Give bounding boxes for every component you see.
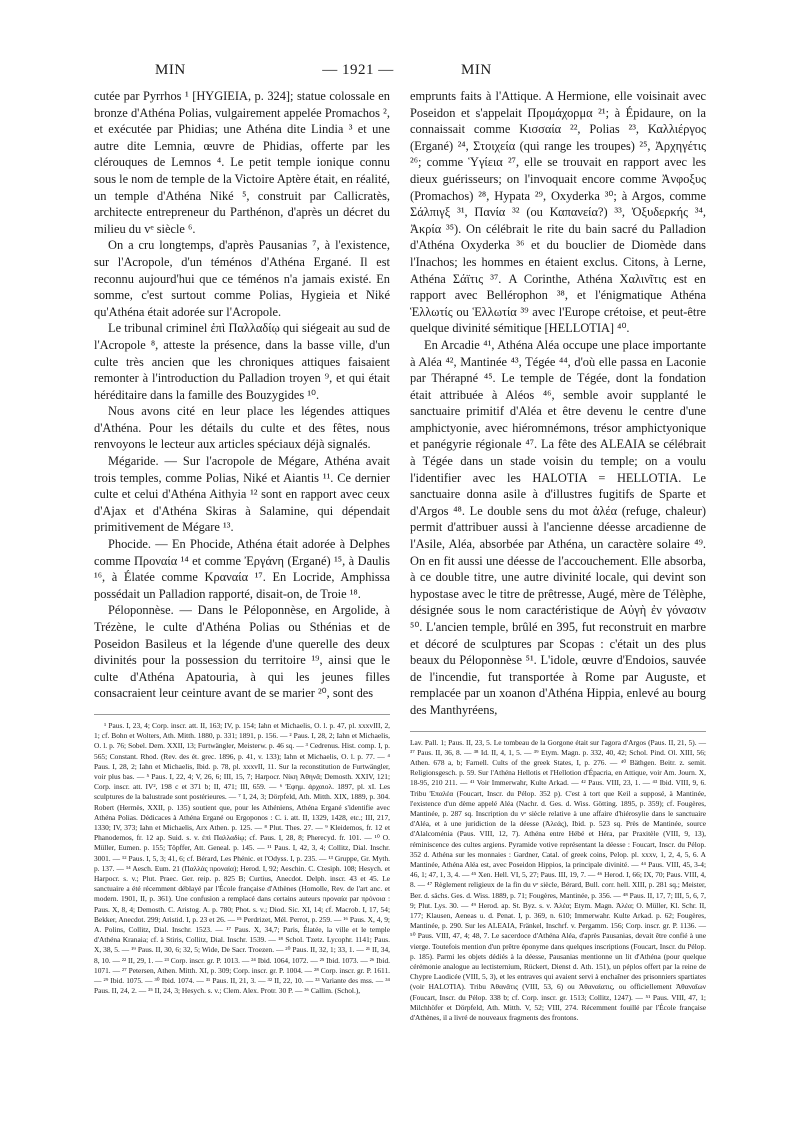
left-body-text	[94, 88, 390, 702]
paragraph-arcadie: En Arcadie ⁴¹, Athéna Aléa occupe une place importante à Aléa ⁴², Mantinée ⁴³, Tégée ⁴⁴, d'où elle passa en Laconie par Thérapné ⁴⁵. Le temple de Tégée, dont la fondation était attribuée à Aléos ⁴⁶, semble avoir supplanté le sanctuaire primitif d'Aléa et être devenu le centre d'une amphictyonie, avec hiéromnémons, trésor amphictyonique et panégyrie régionale ⁴⁷. La fête des ALEAIA se célébrait à Tégée dans un stade voisin du temple; on a voulu l'identifier avec les HALOTIA = HELLOTIA. Le sanctuaire donna asile à d'illustres fugitifs de Sparte et d'Argos ⁴⁸. Le double sens du mot ἀλέα (refuge, chaleur) permit d'attribuer aussi à l'ancienne déesse arcadienne de l'Asile, Aléa, absorbée par Athéna, un caractère solaire ⁴⁹. On en fit aussi une déesse de l'accouchement. Elle absorba, à ce double titre, une autre divinité locale, qui devint son hypostase avec le titre de prêtresse, Augé, mère de Télèphe, désignée sous le nom caractéristique de Αὐγὴ ἐν γόνασιν ⁵⁰. L'ancien temple, brûlé en 395, fut reconstruit en marbre et décoré de sculptures par Scopas : c'était un des plus beaux du Péloponnèse ⁵¹. L'idole, œuvre d'Endoios, sauvée de l'incendie, fut transportée à Rome par Auguste, et remplacée par un xoanon d'Athéna Hippia, enlevé au bourg des Manthyréens,	[410, 337, 706, 717]
paragraph: emprunts faits à l'Attique. A Hermione, elle voisinait avec Poseidon et s'appelait Προμάχορμα ²¹; à Épidaure, on la connaissait comme Κισσαία ²², Polias ²³, Καλλιέργος (Ergané) ²⁴, Στοιχεία (qui range les troupes) ²⁵, Ἀρχηγέτις ²⁶; comme Ὑγίεια ²⁷, elle se trouvait en rapport avec les dieux guérisseurs; on l'invoquait encore comme Ἀνφοξυς (Promachos) ²⁸, Hypata ²⁹, Oxyderka ³⁰; à Argos, comme Σάλπιγξ ³¹, Πανία ³² (ou Καπανεία?) ³³, Ὀξυδερκής ³⁴, Ἀκρία ³⁵). On célébrait le rite du bain sacré du Palladion d'Athéna Oxyderka ³⁶ et du bouclier de Diomède dans l'Inachos; les hommes en étaient exclus. Citons, à Lerne, Athéna Σάϊτις ³⁷. A Corinthe, Athéna Χαλινῖτις est en rapport avec Bellérophon ³⁸, et l'énigmatique Athéna Ἑλλωτίς ou Ἑλλωτία ³⁹ avec l'Europe crétoise, et peut-être quelque divinité sémitique [HELLOTIA] ⁴⁰.	[410, 89, 706, 336]
footnote-divider	[410, 731, 706, 732]
left-footnotes	[94, 721, 390, 996]
footnote-block: ¹ Paus. I, 23, 4; Corp. inscr. att. II, 163; IV, p. 154; Iahn et Michaelis, O. l. p. 47, pl. xxxvIII, 2, 1; cf. Bohn et Wolters, Ath. Mitth. 1880, p. 331; 1891, p. 156. — ² Paus. I, 28, 2; Iahn et Michaelis, O. l. p. 76; Sobel. Dem. XXII, 13; Furtwängler, Meisterw. p. 46 sq. — ³ Cedrenus. Hist. comp. I, p. 565; Constant. Rhod. (Rev. des ét. grec. 1896, p. 41, v. 133); Iahn et Michaelis, O. l. p. 77. — ⁴ Paus. I, 28, 2; Iahn et Michaelis, Ibid. p. 78, pl. xxxvII, 11. Sur la reconstitution de Furtwängler, voir plus bas. — ⁵ Paus. I, 22, 4; V, 26, 6; III, 15, 7; Harpocr. Νίκη Ἀθηνᾶ; Demosth. XXIV, 121; Corp. inscr. att. IV², 198 c et 371 b; II, 471; III, 659. — ⁶ Ἐφημ. ἀρχαιολ. 1897, pl. xI. Les sculptures de la balustrade sont postérieures. — ⁷ I, 24, 3; Dörpfeld, Ath. Mitth. XIX, 1889, p. 304. Robert (Hermès, XXII, p. 135) soutient que, pour les Athéniens, Athéna Ergané s'identifie avec Athéna Polias. Dédicaces à Athéna Ergané ou Ergoponos : C. i. att. II, 1329, 1428, etc.; III, 217, 1330; IV, 373; Iahn et Michaelis, Arx Athen. p. 125. — ⁸ Plut. Thes. 27. — ⁹ Kleidemos, fr. 12 et Phanodemos, fr. 12 ap. Suid. s. v. ἐπὶ Παλλαδίῳ; cf. Paus. I, 28, 8; Pherecyd. fr. 101. — ¹⁰ O. Müller, Eumen. p. 155; Töpffer, Att. Geneal. p. 145. — ¹¹ Paus. I, 42, 3, 4; Collitz, Dial. Inschr. 3001. — ¹² Paus. I, 5, 3; 41, 6; cf. Bérard, Les Phénic. et l'Odyss. I, p. 235. — ¹³ Gruppe, Gr. Myth. p. 137. — ¹⁴ Aesch. Eum. 21 (Παλλὰς προναία); Herod. I, 92; Aeschin. C. Ctesiph. 108; Hesych. et Harpocr. s. v.; Plut. Praec. Ger. reip. p. 825 B; Curtius, Anecdot. Delph. inscr. 43 et 45. Le sanctuaire a été récemment déblayé par l'École française d'Athènes (Homolle, Rev. de l'art anc. et modern. 1901, II, p. 361). Une confusion a remplacé dans certains auteurs προναία par πρόνοια : Paus. X, 8, 4; Demosth. C. Aristog. A. p. 780; Phot. s. v.; Diod. Sic. XI, 14; cf. Macrob. I, 17, 54; Bekker, Anecdot. 299; Aristid. I, p. 23 et 26. — ¹⁵ Perdrizet, Mél. Perrot, p. 259. — ¹⁶ Paus. X, 4, 9; A. Polins, Collitz, Dial. Inschr. 1523. — ¹⁷ Paus. X, 34,7; Paris, Élatée, la ville et le temple d'Athéna Kranaia; cf. à Stiris, Collitz, Dial. Inschr. 1539. — ¹⁸ Schol. Tzetz. Lycophr. 1141; Paus. X, 38, 5. — ¹⁹ Paus. II, 30, 6; 32, 5; Wide, De Sacr. Troezen. — ²⁰ Paus. II, 32, 1; 33, 1. — ²¹ II, 34, 8, 10. — ²² II, 29, 1. — ²³ Corp. inscr. gr. P. 1013. — ²⁴ Ibid. 1064, 1072. — ²⁵ Ibid. 1073. — ²⁶ Ibid. 1071. — ²⁷ Petersen, Athen. Mitth. XI, p. 309; Corp. inscr. gr. P. 1004. — ²⁸ Corp. inscr. gr. P. 1611. — ²⁹ Ibid. 1075. — ³⁰ Ibid. 1074. — ³¹ Paus. II, 21, 3. — ³² II, 22, 10. — ³³ Variante des mss. — ³⁴ Paus. II, 24, 2. — ³⁵ II, 24, 3; Hesych. s. v.; Clem. Alex. Protr. 30 P. — ³⁶ Callim. (Schol.),	[94, 720, 390, 996]
footnote-block: Lav. Pall. 1; Paus. II, 23, 5. Le tombeau de la Gorgone était sur l'agora d'Argos (Paus. II, 21, 5). — ³⁷ Paus. II, 36, 8. — ³⁸ Id. II, 4, 1, 5. — ³⁹ Etym. Magn. p. 332, 40, 42; Schol. Pind. Ol. XIII, 56; Athen. 678 a, b; Farnell. Cults of the greek States, I, p. 276. — ⁴⁰ Bäthgen. Beitr. z. semit. Religionsgesch. p. 59. Sur l'Athéna Hellotis et l'Hellotion d'Épacria, en Attique, voir Am. Journ. X, 18-95, 210 211. — ⁴¹ Voir Immerwahr, Kulte Arkad. — ⁴² Paus. VIII, 23, 1. — ⁴³ Ibid. VIII, 9, 6. Tribu Ἐπαλέα (Foucart, Inscr. du Pélop. 352 p). C'est à tort que Keil a supposé, à Mantinée, l'existence d'un dème appelé Aléa (Nachr. d. Ges. d. Wiss. Götting. 1895, p. 359); cf. Fougères, Mantinée, p. 287 sq. Inscription du vᵉ siècle relative à une affaire d'hiérosylie dans le sanctuaire d'Aléa, et à une juridiction de la déesse (Ἀλεάς), Ibid. p. 523 sq. Près de Mantinée, source d'Alalcoménia (Paus. VIII, 12, 7). Athéna entre Hébé et Héra, par Praxitèle (VIII, 9, 13), réminiscence des cultes argiens. Pyramide votive représentant la déesse : Foucart, Inscr. du Pélop. 352 d. Athéna sur les monnaies : Gardner, Catal. of greek coins, Pelop. pl. xxxv, 1, 2, 4, 5, 6. A Mantinée, Athéna Aléa est, avec Poseidon Hippios, la principale divinité. — ⁴⁴ Paus. VIII, 45, 3-4; 46, 1; 47, 1, 3, 4. — ⁴⁵ Xen. Hell. VI, 5, 27; Paus. III, 19, 7. — ⁴⁶ Herod. I, 66; IX, 70; Paus. VIII, 4, 8. — ⁴⁷ Règlement religieux de la fin du vᵉ siècle, Bérard, Bull. corr. hell. XIII, p. 281 sq.; Meister, Ber. d. sächs. Ges. d. Wiss. 1889, p. 71; Fougères, Mantinée, p. 356. — ⁴⁸ Paus. II, 17, 7; III, 5, 6, 7, 9; Plut. Lys. 30. — ⁴⁹ Herod. ap. St. Byz. s. v. Ἀλέα; Etym. Magn. Ἀλέα; O. Müller, Kl. Schr. II, 177; Klausen, Aeneas u. d. Penat. I, p. 369, n. 610; Immerwahr. Kulte Arkad. p. 62; Fougères, Mantinée, p. 290. Sur les ALEAIA, Fränkel, Inschrf. v. Pergamm. 156; Corp. inscr. gr. P. 1136. — ⁵⁰ Paus. VIII, 47, 4; 48, 7. Le sacerdoce d'Athéna Aléa, d'après Pausanias, devait être confié à une vierge. Toutefois mention d'un prêtre éponyme dans quelques inscriptions (Foucart, Inscr. du Pélop. p. 185). Parmi les objets dédiés à la déesse, Pausanias mentionne un lit d'Athéna (pour quelque cérémonie analogue au lectisternium, Rückert, Dienst d. Ath. 151), un péplos offert par la reine de Chypre Laodicée (VIII, 5, 3), et les entraves qui avaient servi à enchaîner des prisonniers spartiates (voir HALOTIA). Tribu Ἀθανᾶτις (VIII, 53, 6) ou Ἀθαναίατις, ou officiellement Ἀθαναΐων (Foucart, Inscr. du Pélop. 338 b; cf. Corp. inscr. gr. 1513; Collitz, 1247). — ⁵¹ Paus. VIII, 47, 1; Milchhöfer et Dörpfeld, Ath. Mitth. V, 52; VIII, 274. Récemment fouillé par l'École française d'Athènes, il a livré de nouveaux fragments des frontons.	[410, 737, 707, 1023]
paragraph-peloponnese: Péloponnèse. — Dans le Péloponnèse, en Argolide, à Trézène, le culte d'Athéna Polias ou Sthénias et de Poseidon Basileus et la légende d'une querelle des deux divinités pour la possession du territoire ¹⁹, ainsi que le culte d'Athéna Apatouria, à qui les jeunes filles consacraient leur ceinture avant de se marier ²⁰, sont des	[94, 603, 390, 701]
right-column	[410, 88, 706, 1023]
right-body-text	[410, 88, 706, 719]
running-head-left: MIN	[155, 62, 186, 78]
running-head-right: MIN	[461, 62, 492, 78]
right-footnotes	[410, 738, 706, 1024]
left-column	[94, 88, 390, 996]
paragraph-megaride: Mégaride. — Sur l'acropole de Mégare, Athéna avait trois temples, comme Polias, Niké et Aiantis ¹¹. Ce dernier culte et celui d'Athéna Aithyia ¹² sont en rapport avec ceux d'Ajax et d'Athéna Skiras à Salamine, qui dépendait primitivement de Mégare ¹³.	[94, 454, 390, 535]
paragraph-phocide: Phocide. — En Phocide, Athéna était adorée à Delphes comme Προναία ¹⁴ et comme Ἐργάνη (Ergané) ¹⁵, à Daulis ¹⁶, à Élatée comme Κραναία ¹⁷. En Locride, Amphissa possédait un Palladion rapporté, disait-on, de Troie ¹⁸.	[94, 537, 390, 601]
paragraph: cutée par Pyrrhos ¹ [HYGIEIA, p. 324]; statue colossale en bronze d'Athéna Polias, vulgairement appelée Promachos ², et exécutée par Phidias; une Athéna dite Lindia ³ et une autre dite Lemnia, œuvre de Phidias, offerte par les clérouques de Lemnos ⁴. Le petit temple ionique connu sous le nom de temple de la Victoire Aptère était, en réalité, un temple d'Athéna Niké ⁵, construit par Callicratès, architecte entrepreneur du Parthénon, d'après un décret du milieu du vᵉ siècle ⁶.	[94, 89, 390, 236]
page-number: — 1921 —	[322, 62, 394, 78]
footnote-divider	[94, 714, 390, 715]
paragraph: On a cru longtemps, d'après Pausanias ⁷, à l'existence, sur l'Acropole, d'un téménos d'Athéna Ergané. Il est reconnu aujourd'hui que ce téménos n'a jamais existé. En somme, c'est surtout comme Polias, Hygieia et Niké qu'Athéna était adorée sur l'Acropole.	[94, 238, 390, 319]
paragraph: Le tribunal criminel ἐπὶ Παλλαδίῳ qui siégeait au sud de l'Acropole ⁸, atteste la présence, dans la basse ville, d'un culte très ancien que les chroniques attiques faisaient remonter à l'introduction du Palladion troyen ⁹, et qui était héréditaire dans la famille des Bouzygides ¹⁰.	[94, 321, 390, 402]
paragraph: Nous avons cité en leur place les légendes attiques d'Athéna. Pour les détails du culte et des fêtes, nous renvoyons le lecteur aux articles spéciaux déjà signalés.	[94, 404, 390, 452]
